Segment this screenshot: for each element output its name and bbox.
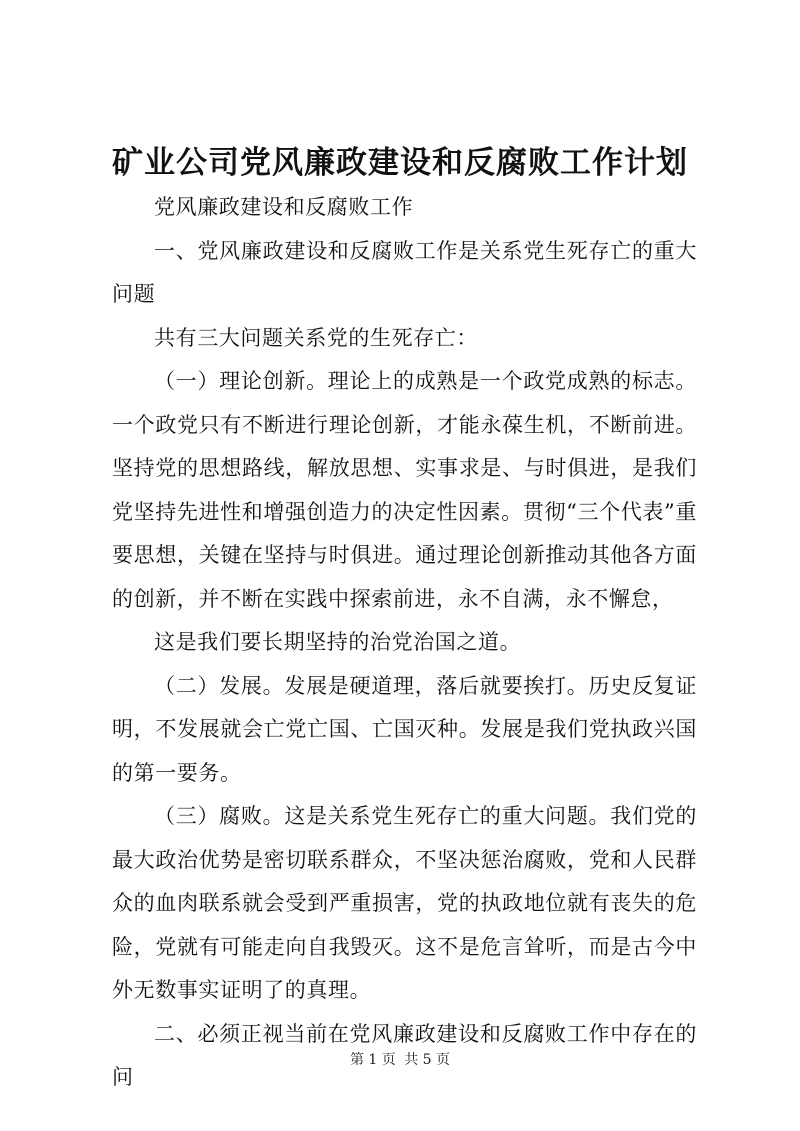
- paragraph-section-two-heading: 二、必须正视当前在党风廉政建设和反腐败工作中存在的问: [112, 1021, 697, 1089]
- page-footer: [0, 1050, 800, 1070]
- paragraph-long-term-path: 这是我们要长期坚持的治党治国之道。: [154, 630, 522, 654]
- document-title: 矿业公司党风廉政建设和反腐败工作计划: [112, 145, 688, 181]
- paragraph-development: （二）发展。发展是硬道理，落后就要挨打。历史反复证明，不发展就会亡党亡国、亡国灭种。发展是我们党执政兴国的第一要务。: [112, 673, 697, 785]
- document-body: [112, 186, 697, 1100]
- paragraph-intro: 共有三大问题关系党的生死存亡：: [154, 325, 478, 350]
- page-total: 共 5 页: [404, 1052, 451, 1068]
- paragraph-section-one-heading: 一、党风廉政建设和反腐败工作是关系党生死存亡的重大问题: [112, 238, 697, 306]
- paragraph-theory-innovation: （一）理论创新。理论上的成熟是一个政党成熟的标志。一个政党只有不断进行理论创新，才能永葆生机，不断前进。坚持党的思想路线，解放思想、实事求是、与时俱进，是我们党坚持先进性和增强创造力的决定性因素。贯彻“三个代表”重要思想，关键在坚持与时俱进。通过理论创新推动其他各方面的创新，并不断在实践中探索前进，永不自满，永不懈怠，: [112, 369, 697, 611]
- paragraph-corruption: （三）腐败。这是关系党生死存亡的重大问题。我们党的最大政治优势是密切联系群众，不坚决惩治腐败，党和人民群众的血肉联系就会受到严重损害，党的执政地位就有丧失的危险，党就有可能走向自我毁灭。这不是危言耸听，而是古今中外无数事实证明了的真理。: [112, 804, 697, 1002]
- paragraph-subtitle: 党风廉政建设和反腐败工作: [154, 195, 414, 219]
- page-number: 第 1 页: [349, 1052, 396, 1068]
